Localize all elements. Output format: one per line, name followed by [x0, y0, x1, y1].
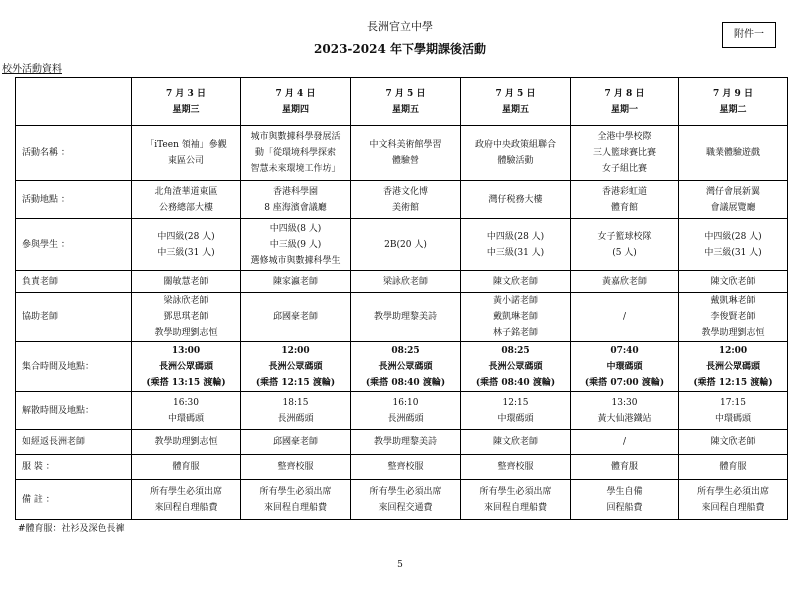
cell-line: 體驗活動 — [497, 156, 534, 166]
row-label: 活動地點 ： — [16, 181, 132, 219]
cell-line: 07:40 — [610, 345, 639, 356]
cell-line: 16:10 — [392, 397, 419, 408]
cell-line: (乘搭 07:00 渡輪) — [584, 377, 665, 388]
activity-table — [15, 77, 788, 520]
day-date: 7 月 8 日 — [604, 88, 645, 99]
cell-activity — [571, 126, 679, 181]
row-label: 服 裝 ： — [16, 455, 132, 480]
cell-line: 陳文欣老師 — [710, 437, 756, 447]
cell-line: 中三級(31 人) — [704, 247, 762, 258]
day-date: 7 月 5 日 — [495, 88, 536, 99]
cell-remarks — [132, 480, 241, 520]
day-weekday: 星期五 — [391, 104, 419, 115]
row-label: 參與學生 ： — [16, 219, 132, 271]
cell-line: 長洲公眾碼頭 — [158, 361, 213, 372]
cell-remarks — [461, 480, 571, 520]
day-date: 7 月 9 日 — [713, 88, 753, 99]
cell-line: 動「從環境科學探索 — [254, 148, 336, 158]
cell-assist-teachers — [679, 293, 788, 342]
cell-line: 女子組比賽 — [601, 164, 647, 174]
cell-line: 梁詠欣老師 — [382, 276, 428, 287]
cell-line: 中三級(31 人) — [486, 247, 545, 258]
section-heading: 校外活動資料 — [2, 64, 62, 75]
day-weekday: 星期一 — [610, 104, 638, 115]
cell-line: / — [622, 312, 627, 322]
cell-line: 16:30 — [173, 397, 199, 408]
cell-teacher-in-charge — [241, 271, 351, 293]
day-weekday: 星期二 — [719, 104, 747, 115]
cell-line: 長洲公眾碼頭 — [488, 361, 543, 372]
cell-venue — [461, 181, 571, 219]
cell-students — [571, 219, 679, 271]
day-header — [132, 78, 241, 126]
cell-line: 12:00 — [281, 345, 310, 356]
cell-students — [351, 219, 461, 271]
cell-line: 12:15 — [502, 397, 529, 408]
cell-line: 智慧未來環境工作坊」 — [250, 164, 341, 174]
teacher-in-charge-row — [16, 271, 788, 293]
annex-label: 附件一 — [722, 22, 776, 48]
cell-line: 08:25 — [391, 345, 420, 356]
cell-line: 中四級(28 人) — [157, 231, 215, 242]
cell-line: 教學助理黎美詩 — [373, 437, 437, 447]
cell-line: 所有學生必須出席 — [696, 486, 769, 497]
cell-students — [461, 219, 571, 271]
cell-line: 教學助理黎美詩 — [373, 312, 437, 322]
cell-line: 體育服 — [172, 462, 200, 472]
cell-line: 北角渣華道東區 — [154, 186, 218, 197]
cell-line: 邱國豪老師 — [272, 312, 318, 322]
cell-venue — [351, 181, 461, 219]
cell-venue — [571, 181, 679, 219]
cell-activity — [351, 126, 461, 181]
cell-line: 李俊賢老師 — [710, 312, 756, 322]
cell-remarks — [679, 480, 788, 520]
cell-line: 來回程自理船費 — [483, 502, 547, 513]
cell-line: 來回程交通費 — [378, 502, 433, 513]
cell-line: 整齊校服 — [277, 462, 314, 472]
cell-assembly — [679, 342, 788, 392]
cell-line: 戴凱琳老師 — [710, 296, 756, 306]
cell-line: 2B(20 人) — [384, 239, 427, 250]
cell-line: 陳家瀛老師 — [272, 276, 318, 287]
cell-line: 鄧思琪老師 — [163, 312, 209, 322]
cell-assist-teachers — [461, 293, 571, 342]
cell-line: 體驗營 — [391, 156, 419, 166]
cell-line: 全港中學校際 — [597, 132, 652, 142]
row-label: 協助老師 — [16, 293, 132, 342]
row-label: 活動名稱 ： — [16, 126, 132, 181]
cell-line: 林子銘老師 — [492, 328, 538, 338]
cell-assembly — [241, 342, 351, 392]
cell-line: 17:15 — [720, 397, 746, 408]
cell-line: 中環碼頭 — [606, 361, 643, 372]
day-weekday: 星期三 — [172, 104, 200, 115]
cell-venue — [679, 181, 788, 219]
cell-line: 所有學生必須出席 — [479, 486, 552, 497]
cell-line: 職業體驗遊戲 — [705, 148, 760, 158]
cell-dismissal — [461, 392, 571, 430]
cell-line: 整齊校服 — [497, 462, 534, 472]
assembly-row — [16, 342, 788, 392]
cell-line: 「iTeen 領袖」參觀 — [145, 140, 227, 150]
day-date: 7 月 3 日 — [166, 88, 206, 99]
cell-line: 黃小諾老師 — [492, 296, 538, 306]
cell-activity — [132, 126, 241, 181]
cell-line: 教學助理劉志恒 — [701, 328, 765, 338]
day-date: 7 月 5 日 — [385, 88, 426, 99]
cell-line: 政府中央政策組聯合 — [474, 140, 556, 150]
cell-line: 來回程自理船費 — [154, 502, 218, 513]
students-row — [16, 219, 788, 271]
cell-teacher-in-charge — [679, 271, 788, 293]
cell-return-teacher — [351, 430, 461, 455]
cell-dismissal — [241, 392, 351, 430]
cell-line: 體育服 — [719, 462, 747, 472]
cell-assembly — [351, 342, 461, 392]
cell-line: 城市與數據科學發展活 — [250, 132, 341, 142]
cell-line: 整齊校服 — [387, 462, 424, 472]
dismissal-row — [16, 392, 788, 430]
cell-dismissal — [679, 392, 788, 430]
cell-line: 中三級(9 人) — [269, 239, 322, 250]
venue-row — [16, 181, 788, 219]
cell-uniform — [351, 455, 461, 480]
cell-line: 中四級(28 人) — [486, 231, 545, 242]
cell-line: 中三級(31 人) — [157, 247, 215, 258]
remarks-row — [16, 480, 788, 520]
corner-cell — [16, 78, 132, 126]
cell-line: 體育館 — [610, 202, 638, 213]
day-header — [241, 78, 351, 126]
cell-line: 美術館 — [391, 202, 419, 213]
cell-line: 中環碼頭 — [714, 413, 751, 424]
cell-line: 長洲碼頭 — [277, 413, 314, 424]
cell-return-teacher — [241, 430, 351, 455]
cell-line: 所有學生必須出席 — [259, 486, 332, 497]
cell-return-teacher — [571, 430, 679, 455]
cell-line: 長洲碼頭 — [387, 413, 424, 424]
row-label: 備 註 ： — [16, 480, 132, 520]
cell-line: 陳文欣老師 — [492, 276, 538, 287]
cell-line: 陳文欣老師 — [710, 276, 756, 287]
cell-line: 所有學生必須出席 — [149, 486, 222, 497]
cell-line: (5 人) — [612, 247, 637, 258]
cell-line: 長洲公眾碼頭 — [268, 361, 323, 372]
day-header — [679, 78, 788, 126]
return-teacher-row — [16, 430, 788, 455]
date-header-row — [16, 78, 788, 126]
day-header — [571, 78, 679, 126]
cell-line: 體育服 — [610, 462, 638, 472]
cell-line: 選修城市與數據科學生 — [250, 255, 341, 266]
page-title: 2023-2024 年下學期課後活動 — [314, 42, 486, 56]
cell-assembly — [571, 342, 679, 392]
row-label: 解散時間及地點： — [16, 392, 132, 430]
cell-return-teacher — [461, 430, 571, 455]
cell-teacher-in-charge — [571, 271, 679, 293]
cell-uniform — [571, 455, 679, 480]
cell-line: 13:00 — [171, 345, 201, 356]
cell-line: 中四級(8 人) — [269, 223, 322, 234]
cell-line: 學生自備 — [606, 486, 643, 497]
row-label: 負責老師 — [16, 271, 132, 293]
day-header — [351, 78, 461, 126]
cell-line: (乘搭 13:15 渡輪) — [146, 377, 226, 388]
cell-line: 中環碼頭 — [497, 413, 534, 424]
cell-line: / — [622, 437, 627, 447]
cell-line: 陳文欣老師 — [492, 437, 538, 447]
cell-line: 08:25 — [501, 345, 530, 356]
cell-line: 教學助理劉志恒 — [154, 328, 218, 338]
cell-line: 18:15 — [282, 397, 309, 408]
cell-line: 關敏慧老師 — [163, 276, 209, 287]
cell-remarks — [571, 480, 679, 520]
cell-line: 回程船費 — [606, 502, 643, 513]
cell-line: 來回程自理船費 — [701, 502, 765, 513]
cell-return-teacher — [679, 430, 788, 455]
cell-line: (乘搭 08:40 渡輪) — [475, 377, 556, 388]
activity-row — [16, 126, 788, 181]
cell-uniform — [679, 455, 788, 480]
cell-uniform — [241, 455, 351, 480]
cell-students — [679, 219, 788, 271]
cell-line: (乘搭 12:15 渡輪) — [255, 377, 336, 388]
cell-line: 黃大仙港鐵站 — [597, 413, 652, 424]
day-date: 7 月 4 日 — [275, 88, 316, 99]
uniform-row — [16, 455, 788, 480]
cell-line: 邱國豪老師 — [272, 437, 318, 447]
cell-line: 三人籃球賽比賽 — [592, 148, 656, 158]
cell-line: 來回程自理船費 — [263, 502, 327, 513]
cell-assist-teachers — [571, 293, 679, 342]
cell-line: 灣仔税務大樓 — [488, 194, 543, 205]
cell-venue — [132, 181, 241, 219]
cell-line: 8 座海濱會議廳 — [264, 202, 327, 213]
cell-line: 教學助理劉志恒 — [154, 437, 218, 447]
cell-line: 女子籃球校隊 — [597, 231, 652, 242]
cell-line: (乘搭 08:40 渡輪) — [365, 377, 446, 388]
cell-dismissal — [571, 392, 679, 430]
cell-line: 長洲公眾碼頭 — [378, 361, 433, 372]
cell-line: 灣仔會展新翼 — [705, 186, 760, 197]
cell-teacher-in-charge — [351, 271, 461, 293]
cell-line: 公務總部大樓 — [158, 202, 213, 213]
cell-line: 長洲公眾碼頭 — [705, 361, 760, 372]
day-weekday: 星期四 — [281, 104, 309, 115]
cell-line: 香港文化博 — [382, 186, 428, 197]
footnote: #體育服：社衫及深色長褲 — [18, 524, 125, 534]
cell-activity — [679, 126, 788, 181]
cell-students — [241, 219, 351, 271]
school-name: 長洲官立中學 — [367, 20, 433, 33]
cell-teacher-in-charge — [132, 271, 241, 293]
cell-dismissal — [351, 392, 461, 430]
cell-line: 東區公司 — [167, 156, 204, 166]
assist-teachers-row — [16, 293, 788, 342]
cell-line: 所有學生必須出席 — [369, 486, 442, 497]
cell-line: (乘搭 12:15 渡輪) — [693, 377, 773, 388]
row-label: 集合時間及地點： — [16, 342, 132, 392]
row-label: 如經返長洲老師 — [16, 430, 132, 455]
cell-activity — [241, 126, 351, 181]
cell-activity — [461, 126, 571, 181]
cell-return-teacher — [132, 430, 241, 455]
cell-uniform — [461, 455, 571, 480]
day-header — [461, 78, 571, 126]
cell-line: 會議展覽廳 — [710, 202, 756, 213]
cell-line: 梁詠欣老師 — [163, 296, 209, 306]
cell-assist-teachers — [132, 293, 241, 342]
cell-students — [132, 219, 241, 271]
cell-remarks — [241, 480, 351, 520]
cell-line: 黃嘉欣老師 — [601, 276, 647, 287]
cell-uniform — [132, 455, 241, 480]
cell-dismissal — [132, 392, 241, 430]
cell-assist-teachers — [241, 293, 351, 342]
cell-line: 中環碼頭 — [167, 413, 204, 424]
cell-line: 12:00 — [718, 345, 748, 356]
cell-line: 13:30 — [611, 397, 638, 408]
cell-line: 中四級(28 人) — [704, 231, 762, 242]
cell-line: 香港彩虹道 — [601, 186, 647, 197]
cell-venue — [241, 181, 351, 219]
cell-assembly — [461, 342, 571, 392]
cell-line: 香港科學園 — [272, 186, 318, 197]
cell-line: 戴凱琳老師 — [492, 312, 538, 322]
page-number: 5 — [397, 560, 403, 570]
cell-assist-teachers — [351, 293, 461, 342]
cell-remarks — [351, 480, 461, 520]
cell-line: 中文科美術館學習 — [369, 140, 442, 150]
day-weekday: 星期五 — [501, 104, 529, 115]
cell-assembly — [132, 342, 241, 392]
cell-teacher-in-charge — [461, 271, 571, 293]
